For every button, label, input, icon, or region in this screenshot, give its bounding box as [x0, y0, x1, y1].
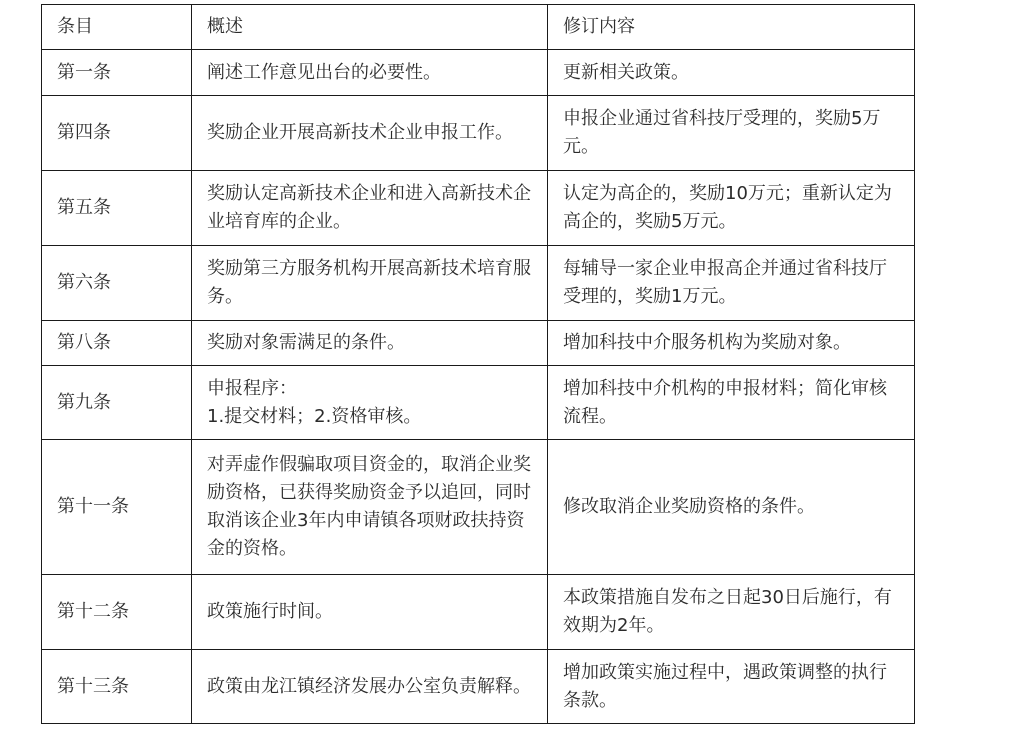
article-cell: 第一条 [42, 50, 192, 96]
header-revision: 修订内容 [548, 5, 915, 50]
summary-cell: 申报程序： 1.提交材料；2.资格审核。 [192, 366, 548, 440]
article-cell: 第四条 [42, 96, 192, 171]
article-cell: 第五条 [42, 171, 192, 246]
revision-cell: 增加科技中介服务机构为奖励对象。 [548, 321, 915, 366]
table-row [42, 440, 915, 575]
summary-cell: 奖励认定高新技术企业和进入高新技术企业培育库的企业。 [192, 171, 548, 246]
table-row [42, 246, 915, 321]
revision-cell: 增加政策实施过程中，遇政策调整的执行条款。 [548, 650, 915, 724]
header-summary: 概述 [192, 5, 548, 50]
summary-cell: 对弄虚作假骗取项目资金的，取消企业奖励资格，已获得奖励资金予以追回，同时取消该企业3年内申请镇各项财政扶持资金的资格。 [192, 440, 548, 575]
summary-cell: 政策施行时间。 [192, 575, 548, 650]
table-row [42, 366, 915, 440]
summary-cell: 奖励第三方服务机构开展高新技术培育服务。 [192, 246, 548, 321]
revision-table [41, 4, 915, 724]
revision-cell: 修改取消企业奖励资格的条件。 [548, 440, 915, 575]
article-cell: 第十一条 [42, 440, 192, 575]
article-cell: 第十二条 [42, 575, 192, 650]
table-row [42, 575, 915, 650]
summary-cell: 奖励企业开展高新技术企业申报工作。 [192, 96, 548, 171]
table-row [42, 321, 915, 366]
revision-cell: 认定为高企的，奖励10万元；重新认定为高企的，奖励5万元。 [548, 171, 915, 246]
revision-cell: 更新相关政策。 [548, 50, 915, 96]
table-row [42, 650, 915, 724]
table-row [42, 171, 915, 246]
article-cell: 第六条 [42, 246, 192, 321]
revision-cell: 申报企业通过省科技厅受理的，奖励5万元。 [548, 96, 915, 171]
table-header-row [42, 5, 915, 50]
article-cell: 第八条 [42, 321, 192, 366]
article-cell: 第十三条 [42, 650, 192, 724]
revision-cell: 增加科技中介机构的申报材料；简化审核流程。 [548, 366, 915, 440]
summary-cell: 奖励对象需满足的条件。 [192, 321, 548, 366]
table-row [42, 96, 915, 171]
article-cell: 第九条 [42, 366, 192, 440]
table-row [42, 50, 915, 96]
revision-cell: 每辅导一家企业申报高企并通过省科技厅受理的，奖励1万元。 [548, 246, 915, 321]
summary-cell: 阐述工作意见出台的必要性。 [192, 50, 548, 96]
revision-cell: 本政策措施自发布之日起30日后施行，有效期为2年。 [548, 575, 915, 650]
header-article: 条目 [42, 5, 192, 50]
summary-cell: 政策由龙江镇经济发展办公室负责解释。 [192, 650, 548, 724]
